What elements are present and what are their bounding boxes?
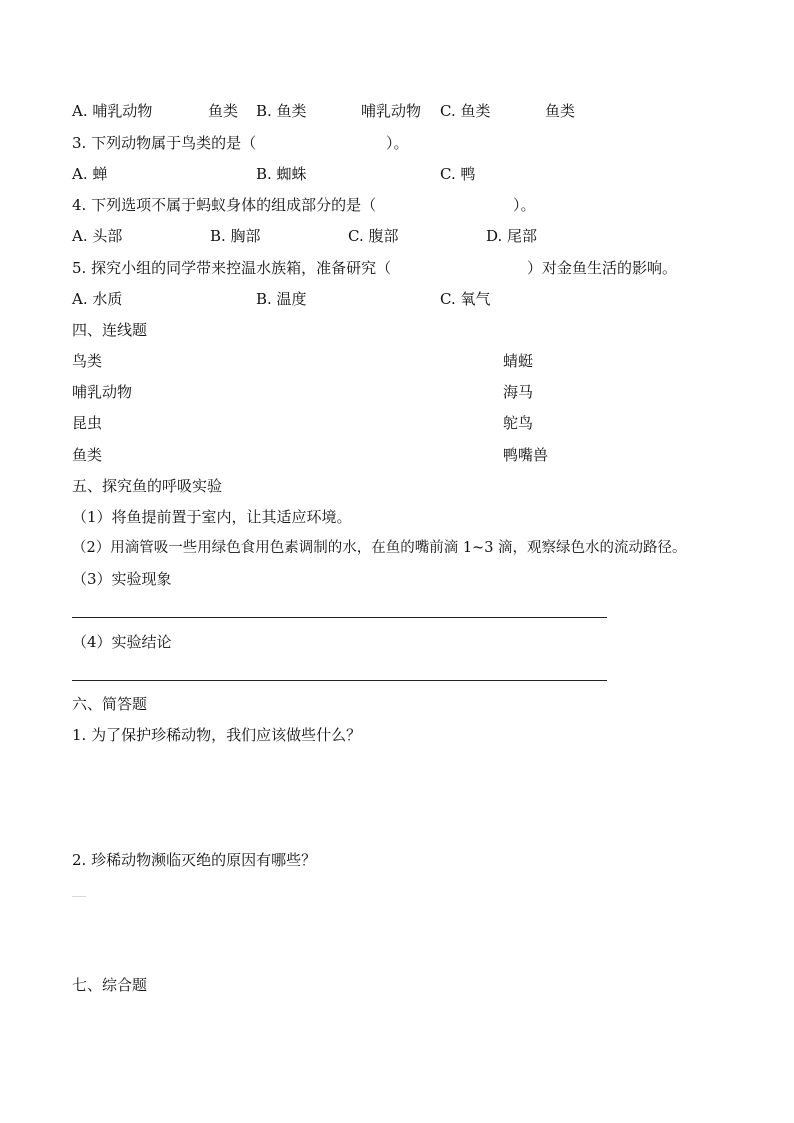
q3-option-b: B. 蜘蛛 <box>256 165 307 183</box>
section6-heading: 六、简答题 <box>72 695 148 713</box>
q3-option-a: A. 蝉 <box>72 165 108 183</box>
section5-step2: （2）用滴管吸一些用绿色食用色素调制的水，在鱼的嘴前滴 1~3 滴，观察绿色水的流动路径。 <box>72 540 687 556</box>
q2-option-c-value2: 鱼类 <box>545 102 576 120</box>
q4-option-b: B. 胸部 <box>210 227 261 245</box>
match-right-item: 鸭嘴兽 <box>503 446 549 464</box>
q5-stem-end: ）对金鱼生活的影响。 <box>527 259 678 277</box>
answer-line-observation <box>72 617 607 618</box>
match-left-item: 哺乳动物 <box>72 383 133 401</box>
q4-stem-end: ）。 <box>513 196 536 214</box>
q2-option-c-label: C. 鱼类 <box>440 102 491 120</box>
q4-stem-start: 4. 下列选项不属于蚂蚁身体的组成部分的是（ <box>72 196 377 214</box>
match-right-item: 蜻蜓 <box>503 352 534 370</box>
q5-option-a: A. 水质 <box>72 290 123 308</box>
match-left-item: 昆虫 <box>72 414 103 432</box>
q2-option-b-label: B. 鱼类 <box>256 102 307 120</box>
match-left-item: 鱼类 <box>72 446 103 464</box>
match-right-item: 鸵鸟 <box>503 414 534 432</box>
q5-option-b: B. 温度 <box>256 290 307 308</box>
q2-option-b-value2: 哺乳动物 <box>361 102 422 120</box>
q3-option-c: C. 鸭 <box>440 165 476 183</box>
section5-heading: 五、探究鱼的呼吸实验 <box>72 477 223 495</box>
q4-option-c: C. 腹部 <box>348 227 399 245</box>
section5-step1: （1）将鱼提前置于室内，让其适应环境。 <box>72 508 352 526</box>
faint-mark <box>72 896 86 897</box>
section6-q2: 2. 珍稀动物濒临灭绝的原因有哪些？ <box>72 851 317 869</box>
q5-option-c: C. 氧气 <box>440 290 491 308</box>
q4-option-a: A. 头部 <box>72 227 123 245</box>
q2-option-a-label: A. 哺乳动物 <box>72 102 153 120</box>
match-left-item: 鸟类 <box>72 352 103 370</box>
section5-step3: （3）实验现象 <box>72 570 172 588</box>
q2-option-a-value2: 鱼类 <box>208 102 239 120</box>
q5-stem-start: 5. 探究小组的同学带来控温水族箱，准备研究（ <box>72 259 392 277</box>
q4-option-d: D. 尾部 <box>486 227 538 245</box>
q3-stem-start: 3. 下列动物属于鸟类的是（ <box>72 134 257 152</box>
q3-stem-end: ）。 <box>386 134 409 152</box>
match-right-item: 海马 <box>503 383 534 401</box>
answer-line-conclusion <box>72 680 607 681</box>
section7-heading: 七、综合题 <box>72 976 148 994</box>
section4-heading: 四、连线题 <box>72 321 148 339</box>
section6-q1: 1. 为了保护珍稀动物，我们应该做些什么？ <box>72 726 362 744</box>
section5-step4: （4）实验结论 <box>72 633 172 651</box>
